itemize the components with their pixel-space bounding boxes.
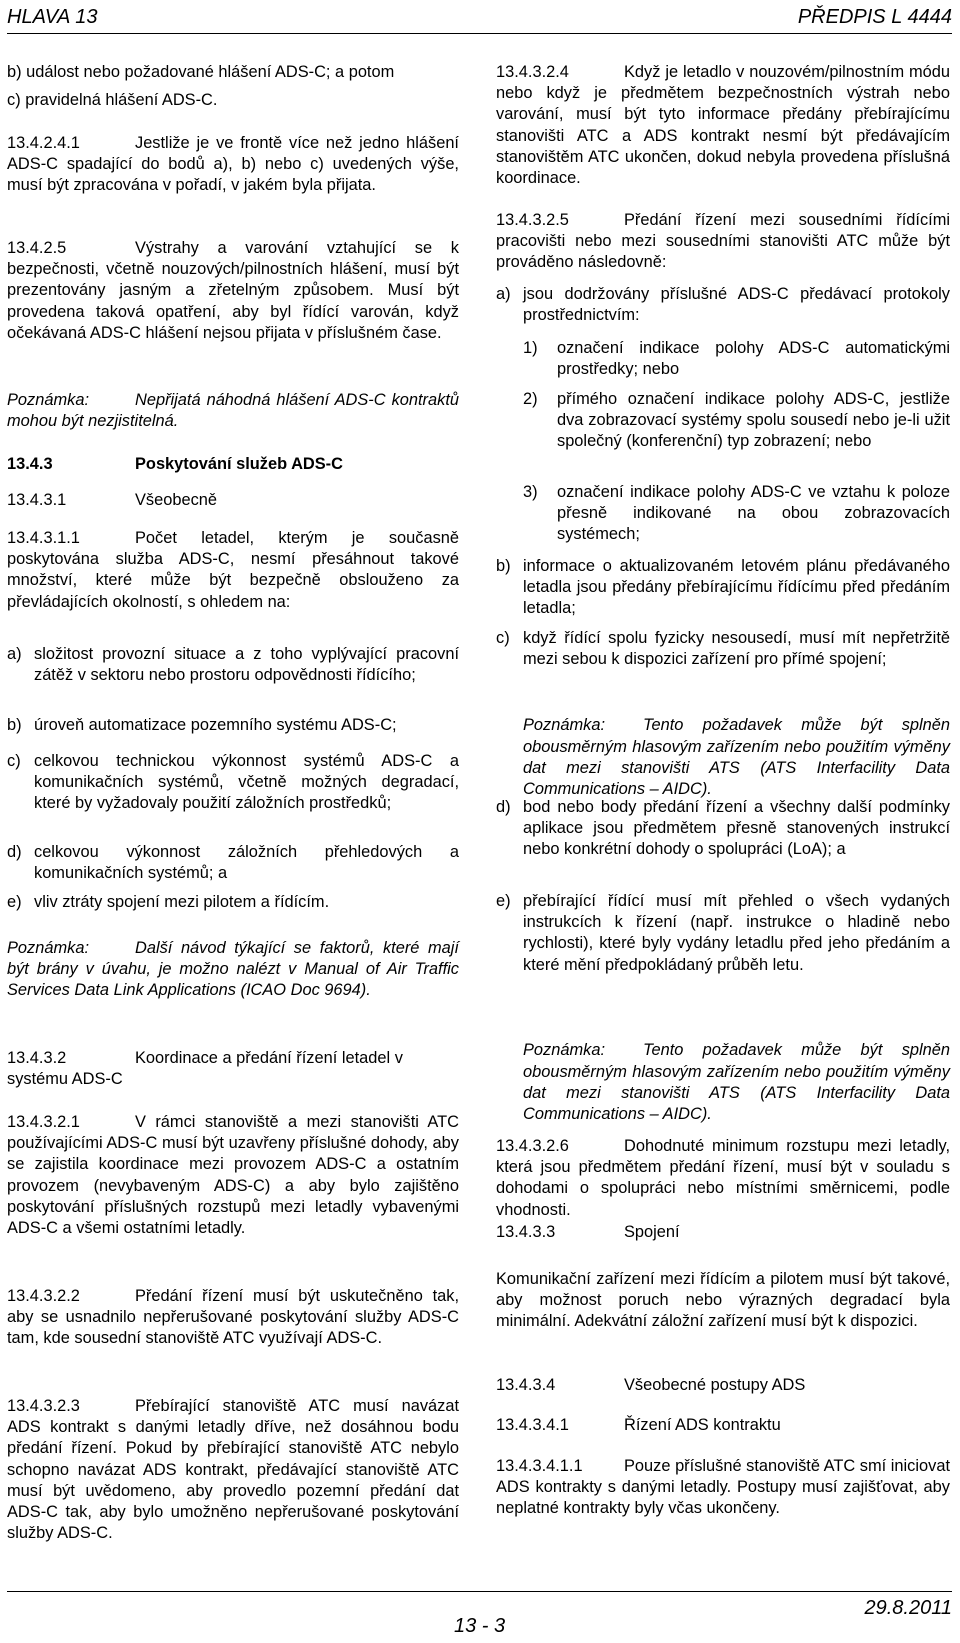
list-text: složitost provozní situace a z toho vyplývající pracovní zátěž v sektoru nebo prostoru odpovědnosti řídícího;	[34, 645, 459, 685]
list-marker: b)	[7, 716, 22, 734]
paragraph-text: Přebírající stanoviště ATC musí navázat ADS kontrakt s danými letadly dříve, než dosáhnou bodu předání řízení. Pokud by přebírající stanoviště ATC nebylo schopno navázat ADS kontrakt, předávající stanoviště ATC musí být uvědomeno, aby provedlo pozemní předání dat ADS-C tak, aby bylo umožněno nepřerušované poskytování služby ADS-C.	[7, 1397, 459, 1543]
paragraph-number: 13.4.3.4.1.1	[496, 1457, 583, 1475]
paragraph-text: Předání řízení musí být uskutečněno tak, aby se usnadnilo nepřerušované poskytování služby ADS-C tam, kde sousední stanoviště ATC využívají ADS-C.	[7, 1287, 459, 1348]
footer-date: 29.8.2011	[864, 1597, 952, 1619]
list-item-b	[496, 556, 950, 620]
sublist-item-1	[523, 338, 950, 380]
page-number: 13 - 3	[454, 1615, 506, 1637]
list-text: vliv ztráty spojení mezi pilotem a řídícím.	[34, 893, 330, 911]
note-text: Tento požadavek může být splněn obousměrným hlasovým zařízením nebo použitím výměny dat mezi stanovišti ATS (ATS Interfacility Data Communications – AIDC).	[523, 1041, 950, 1123]
paragraph-number: 13.4.3.2.4	[496, 63, 569, 81]
paragraph-13-4-2-4-1	[7, 133, 459, 197]
paragraph-text: Předání řízení mezi sousedními řídícími pracovišti nebo mezi sousedními stanovišti ATC může být prováděno následovně:	[496, 211, 950, 272]
list-item-d	[496, 797, 950, 861]
paragraph-number: 13.4.3.1.1	[7, 529, 80, 547]
paragraph-number: 13.4.3.2.3	[7, 1397, 80, 1415]
section-title: Všeobecně	[135, 491, 218, 509]
page-header	[7, 6, 952, 34]
section-number: 13.4.3.3	[496, 1223, 556, 1241]
list-item-a	[7, 644, 459, 686]
paragraph-13-4-3-4-1-1	[496, 1456, 950, 1520]
note-1	[523, 715, 950, 800]
paragraph-text: Koordinace a předání řízení letadel v systému ADS-C	[7, 1049, 403, 1089]
paragraph-number: 13.4.2.4.1	[7, 134, 80, 152]
paragraph-13-4-3-2-3	[7, 1396, 459, 1544]
list-marker: e)	[496, 892, 511, 910]
note-text: Nepřijatá náhodná hlášení ADS-C kontraktů mohou být nezjistitelná.	[7, 391, 459, 431]
list-item-a	[496, 284, 950, 326]
list-text: označení indikace polohy ADS-C ve vztahu k poloze přesně indikované na obou zobrazovacích systémech;	[557, 483, 950, 544]
list-item-c	[496, 628, 950, 670]
paragraph-text: Počet letadel, kterým je současně poskytována služba ADS-C, nesmí přesáhnout takové množství, které může být bezpečně obslouženo za převládajících okolností, s ohledem na:	[7, 529, 459, 611]
list-marker: a)	[7, 645, 22, 663]
list-marker: c)	[496, 629, 510, 647]
section-13-4-3-4	[496, 1375, 950, 1396]
list-text: označení indikace polohy ADS-C automatickými prostředky; nebo	[557, 339, 950, 379]
section-number: 13.4.3.4.1	[496, 1416, 569, 1434]
list-marker: d)	[496, 798, 511, 816]
note-1	[7, 390, 459, 432]
header-regulation: PŘEDPIS L 4444	[797, 6, 952, 28]
paragraph-number: 13.4.3.2.2	[7, 1287, 80, 1305]
list-text: přebírající řídící musí mít přehled o všech vydaných instrukcích k řízení (např. instrukce o hladině nebo rychlosti), které byly vydány letadlu před jeho předáním a které mění předpokládaný průběh letu.	[523, 892, 950, 974]
list-marker: c)	[7, 752, 21, 770]
note-label: Poznámka:	[7, 391, 89, 409]
paragraph-number: 13.4.3.2.1	[7, 1113, 80, 1131]
list-item-e	[496, 891, 950, 976]
item-b-text: b) událost nebo požadované hlášení ADS-C; a potom	[7, 63, 395, 81]
list-text: přímého označení indikace polohy ADS-C, jestliže dva zobrazovací systémy spolu sousedí nebo je-li užit společný (konferenční) typ zobrazení; nebo	[557, 390, 950, 451]
list-text: celkovou technickou výkonnost systémů ADS-C a komunikačních systémů, včetně možných degradací, které by vyžadovaly použití záložních prostředků;	[34, 752, 459, 813]
list-item-e	[7, 892, 459, 913]
section-number: 13.4.3	[7, 455, 53, 473]
paragraph-text: Jestliže je ve frontě více než jedno hlášení ADS-C spadající do bodů a), b) nebo c) uvedených výše, musí být zpracována v pořadí, v jakém byla přijata.	[7, 134, 459, 195]
paragraph-spojeni: Komunikační zařízení mezi řídícím a pilotem musí být takové, aby možnost poruch nebo výrazných degradací byla minimální. Adekvátní záložní zařízení musí být k dispozici.	[496, 1270, 950, 1331]
list-item-d	[7, 842, 459, 884]
section-13-4-3	[7, 454, 459, 475]
paragraph-13-4-3-2-2	[7, 1286, 459, 1350]
list-marker: 2)	[523, 390, 538, 408]
paragraph-text: Když je letadlo v nouzovém/pilnostním módu nebo když je předmětem bezpečnostních výstrah nebo varování, musí být tyto informace předány přebírajícímu stanovišti ATC a ADS kontrakt nesmí být předávajícím stanovištěm ATC ukončen, dokud nebyla provedena příslušná koordinace.	[496, 63, 950, 188]
section-title: Řízení ADS kontraktu	[624, 1416, 781, 1434]
section-number: 13.4.3.4	[496, 1376, 556, 1394]
section-13-4-3-1	[7, 490, 459, 511]
footer-divider	[7, 1591, 952, 1592]
section-13-4-3-3	[496, 1222, 950, 1243]
header-divider	[7, 33, 952, 34]
section-title: Všeobecné postupy ADS	[624, 1376, 806, 1394]
list-marker: d)	[7, 843, 22, 861]
list-marker: 1)	[523, 339, 538, 357]
section-title: Poskytování služeb ADS-C	[135, 455, 343, 473]
list-text: úroveň automatizace pozemního systému ADS-C;	[34, 716, 397, 734]
note-text: Tento požadavek může být splněn obousměrným hlasovým zařízením nebo použitím výměny dat mezi stanovišti ATS (ATS Interfacility Data Communications – AIDC).	[523, 716, 950, 798]
paragraph-number: 13.4.3.2	[7, 1049, 67, 1067]
paragraph-13-4-3-2-5	[496, 210, 950, 274]
list-marker: 3)	[523, 483, 538, 501]
note-2	[523, 1040, 950, 1125]
sublist-item-2	[523, 389, 950, 453]
list-text: informace o aktualizovaném letovém plánu předávaného letadla jsou předány přebírajícímu řídícímu před předáním letadla;	[523, 557, 950, 618]
paragraph-13-4-3-2	[7, 1048, 459, 1090]
note-label: Poznámka:	[523, 716, 605, 735]
note-label: Poznámka:	[7, 939, 89, 957]
paragraph-number: 13.4.3.2.5	[496, 211, 569, 229]
paragraph-13-4-3-2-1	[7, 1112, 459, 1239]
paragraph-text: Dohodnuté minimum rozstupu mezi letadly, která jsou předmětem předání řízení, musí být v souladu s dohodami o spolupráci nebo místními směrnicemi, podle vhodnosti.	[496, 1137, 950, 1219]
list-text: bod nebo body předání řízení a všechny další podmínky aplikace jsou předmětem přesně stanovených instrukcí nebo konkrétní dohody o spolupráci (LoA); a	[523, 798, 950, 859]
sublist-item-3	[523, 482, 950, 546]
list-marker: e)	[7, 893, 22, 911]
list-text: jsou dodržovány příslušné ADS-C předávací protokoly prostřednictvím:	[523, 285, 950, 325]
paragraph-13-4-3-1-1	[7, 528, 459, 613]
note-2	[7, 938, 459, 1002]
page-footer	[7, 1583, 952, 1643]
paragraph-text: Výstrahy a varování vztahující se k bezpečnosti, včetně nouzových/pilnostních hlášení, musí být prezentovány jasným a zřetelným způsobem. Musí být provedena taková opatření, aby byl řídící varován, když očekávaná ADS-C hlášení nejsou přijata v příslušném čase.	[7, 239, 459, 342]
list-marker: a)	[496, 285, 511, 303]
note-label: Poznámka:	[523, 1041, 605, 1060]
note-text: Další návod týkající se faktorů, které mají být brány v úvahu, je možno nalézt v Manual of Air Traffic Services Data Link Applications (ICAO Doc 9694).	[7, 939, 459, 1000]
list-marker: b)	[496, 557, 511, 575]
paragraph-13-4-2-5	[7, 238, 459, 344]
section-number: 13.4.3.1	[7, 491, 67, 509]
item-c-text: c) pravidelná hlášení ADS-C.	[7, 91, 218, 109]
section-13-4-3-4-1	[496, 1415, 950, 1436]
paragraph-13-4-3-2-6	[496, 1136, 950, 1221]
paragraph-number: 13.4.3.2.6	[496, 1137, 569, 1155]
list-item-c	[7, 751, 459, 815]
list-text: když řídící spolu fyzicky nesousedí, musí mít nepřetržitě mezi sebou k dispozici zařízení pro přímé spojení;	[523, 629, 950, 669]
paragraph-text: Pouze příslušné stanoviště ATC smí iniciovat ADS kontrakty s danými letadly. Postupy musí zajišťovat, aby neplatné kontrakty byly včas ukončeny.	[496, 1457, 950, 1518]
paragraph-13-4-3-2-4	[496, 62, 950, 189]
list-item-b	[7, 715, 459, 736]
paragraph-text: V rámci stanoviště a mezi stanovišti ATC používajícími ADS-C musí být uzavřeny příslušné dohody, aby se zajistila koordinace mezi provozem ADS-C a ostatním provozem (nevybaveným ADS-C) a aby bylo zajištěno poskytování příslušných rozstupů mezi letadly vybavenými ADS-C a všemi ostatními letadly.	[7, 1113, 459, 1238]
paragraph-number: 13.4.2.5	[7, 239, 67, 257]
list-text: celkovou výkonnost záložních přehledových a komunikačních systémů; a	[34, 843, 459, 883]
header-chapter: HLAVA 13	[7, 6, 98, 28]
section-title: Spojení	[624, 1223, 680, 1241]
